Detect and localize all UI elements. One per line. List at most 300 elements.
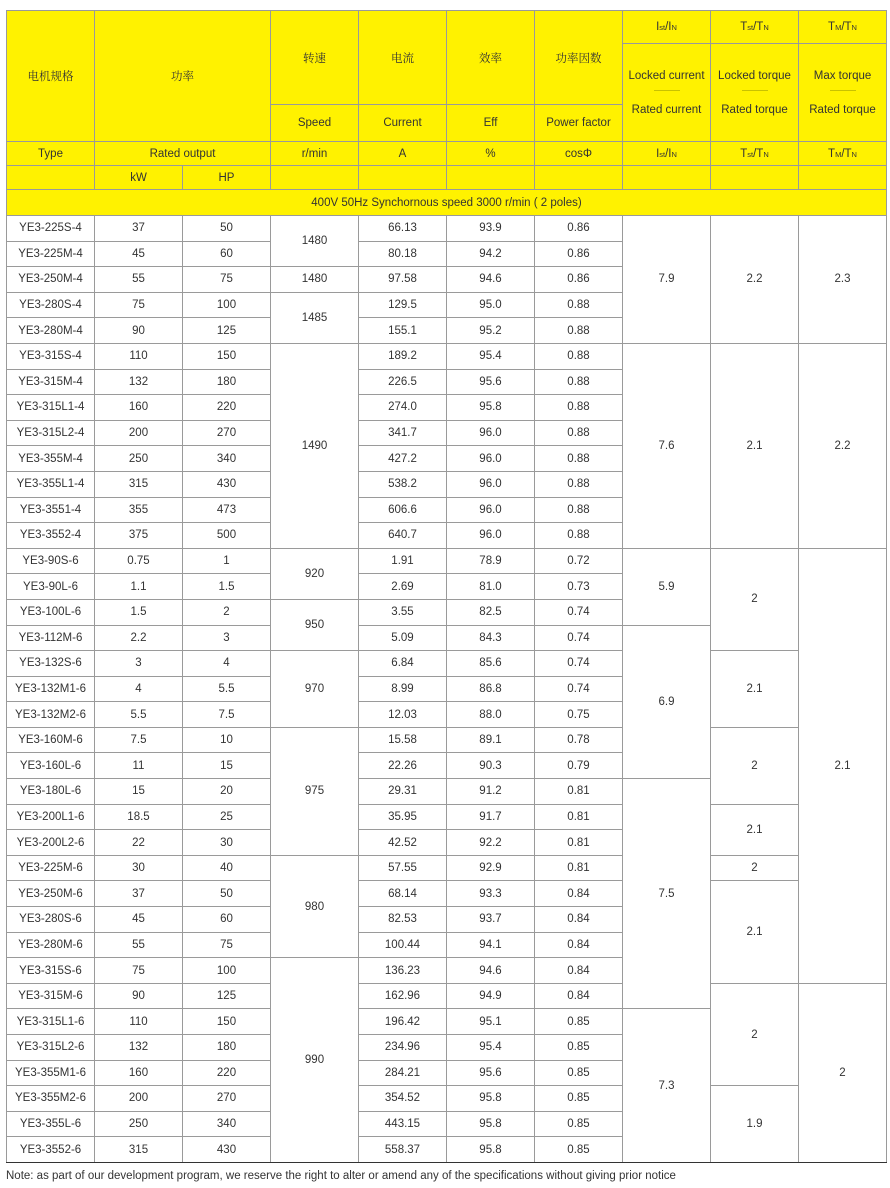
cell-kw: 1.1 <box>95 574 183 600</box>
cell-eff: 96.0 <box>447 420 535 446</box>
cell-tst-tn: 2 <box>711 855 799 881</box>
cell-tst-tn: 1.9 <box>711 1086 799 1163</box>
cell-tm-tn: 2 <box>799 983 887 1162</box>
cell-type: YE3-132S-6 <box>7 651 95 677</box>
cell-current: 29.31 <box>359 779 447 805</box>
blank-cell <box>711 166 799 190</box>
cell-eff: 95.0 <box>447 292 535 318</box>
cell-current: 189.2 <box>359 343 447 369</box>
cell-hp: 40 <box>183 855 271 881</box>
cell-kw: 110 <box>95 343 183 369</box>
cell-type: YE3-355M2-6 <box>7 1086 95 1112</box>
col-pf-cn: 功率因数 <box>535 11 623 105</box>
cell-type: YE3-315M-6 <box>7 983 95 1009</box>
cell-current: 284.21 <box>359 1060 447 1086</box>
cell-current: 100.44 <box>359 932 447 958</box>
cell-type: YE3-100L-6 <box>7 599 95 625</box>
cell-pf: 0.85 <box>535 1137 623 1163</box>
cell-pf: 0.85 <box>535 1009 623 1035</box>
cell-type: YE3-200L1-6 <box>7 804 95 830</box>
cell-current: 443.15 <box>359 1111 447 1137</box>
table-row <box>7 983 887 1009</box>
blank-cell <box>447 166 535 190</box>
blank-cell <box>7 166 95 190</box>
cell-speed: 980 <box>271 855 359 957</box>
cell-hp: 4 <box>183 651 271 677</box>
cell-eff: 96.0 <box>447 446 535 472</box>
cell-ist-in: 7.3 <box>623 1009 711 1163</box>
cell-eff: 96.0 <box>447 523 535 549</box>
cell-hp: 340 <box>183 1111 271 1137</box>
cell-ist-in: 7.5 <box>623 779 711 1009</box>
cell-pf: 0.73 <box>535 574 623 600</box>
cell-pf: 0.79 <box>535 753 623 779</box>
cell-tst-tn: 2.1 <box>711 804 799 855</box>
table-row <box>7 651 887 677</box>
cell-tst-tn: 2.2 <box>711 216 799 344</box>
cell-pf: 0.85 <box>535 1111 623 1137</box>
cell-hp: 270 <box>183 1086 271 1112</box>
cell-eff: 95.8 <box>447 395 535 421</box>
cell-current: 155.1 <box>359 318 447 344</box>
blank-cell <box>271 166 359 190</box>
cell-tst-tn: 2 <box>711 727 799 804</box>
rated-torque-label-2: Rated torque <box>809 103 876 116</box>
cell-speed: 1480 <box>271 216 359 267</box>
blank-cell <box>623 166 711 190</box>
cell-kw: 355 <box>95 497 183 523</box>
cell-type: YE3-315L2-6 <box>7 1035 95 1061</box>
cell-current: 97.58 <box>359 267 447 293</box>
cell-kw: 90 <box>95 318 183 344</box>
cell-pf: 0.88 <box>535 471 623 497</box>
cell-eff: 89.1 <box>447 727 535 753</box>
cell-eff: 95.4 <box>447 343 535 369</box>
cell-kw: 22 <box>95 830 183 856</box>
cell-hp: 340 <box>183 446 271 472</box>
cell-speed: 970 <box>271 651 359 728</box>
cell-pf: 0.88 <box>535 523 623 549</box>
cell-current: 35.95 <box>359 804 447 830</box>
cell-tst-tn: 2.1 <box>711 343 799 548</box>
cell-eff: 94.9 <box>447 983 535 1009</box>
col-tst-tn-ratio: Tst/TN <box>711 11 799 44</box>
cell-kw: 110 <box>95 1009 183 1035</box>
cell-hp: 15 <box>183 753 271 779</box>
cell-eff: 85.6 <box>447 651 535 677</box>
cell-type: YE3-250M-4 <box>7 267 95 293</box>
cell-eff: 88.0 <box>447 702 535 728</box>
cell-speed: 950 <box>271 599 359 650</box>
cell-eff: 95.8 <box>447 1137 535 1163</box>
col-tst-tn-desc <box>711 44 799 142</box>
cell-current: 68.14 <box>359 881 447 907</box>
cell-kw: 132 <box>95 1035 183 1061</box>
cell-type: YE3-355L-6 <box>7 1111 95 1137</box>
cell-kw: 11 <box>95 753 183 779</box>
cell-hp: 180 <box>183 1035 271 1061</box>
cell-hp: 220 <box>183 395 271 421</box>
cell-type: YE3-112M-6 <box>7 625 95 651</box>
cell-type: YE3-280S-4 <box>7 292 95 318</box>
cell-kw: 0.75 <box>95 548 183 574</box>
cell-current: 1.91 <box>359 548 447 574</box>
cell-pf: 0.86 <box>535 241 623 267</box>
cell-kw: 250 <box>95 1111 183 1137</box>
cell-hp: 50 <box>183 216 271 242</box>
cell-pf: 0.74 <box>535 625 623 651</box>
cell-kw: 75 <box>95 958 183 984</box>
col-tm-tn-ratio: TM/TN <box>799 11 887 44</box>
cell-eff: 91.2 <box>447 779 535 805</box>
table-row <box>7 343 887 369</box>
cell-eff: 96.0 <box>447 471 535 497</box>
col-output-cn: 功率 <box>95 11 271 142</box>
table-row <box>7 727 887 753</box>
cell-kw: 200 <box>95 1086 183 1112</box>
cell-pf: 0.88 <box>535 369 623 395</box>
table-row <box>7 855 887 881</box>
cell-current: 196.42 <box>359 1009 447 1035</box>
col-tm-tn-desc <box>799 44 887 142</box>
cell-type: YE3-250M-6 <box>7 881 95 907</box>
cell-pf: 0.84 <box>535 881 623 907</box>
cell-pf: 0.85 <box>535 1035 623 1061</box>
cell-hp: 5.5 <box>183 676 271 702</box>
cell-pf: 0.81 <box>535 779 623 805</box>
spec-table-body <box>7 216 887 1163</box>
cell-kw: 90 <box>95 983 183 1009</box>
cell-current: 640.7 <box>359 523 447 549</box>
cell-speed: 975 <box>271 727 359 855</box>
cell-current: 57.55 <box>359 855 447 881</box>
col-output-en: Rated output <box>95 142 271 166</box>
cell-hp: 7.5 <box>183 702 271 728</box>
cell-current: 427.2 <box>359 446 447 472</box>
cell-kw: 15 <box>95 779 183 805</box>
cell-current: 341.7 <box>359 420 447 446</box>
cell-kw: 7.5 <box>95 727 183 753</box>
col-speed-cn: 转速 <box>271 11 359 105</box>
col-ist-in-desc <box>623 44 711 142</box>
cell-pf: 0.81 <box>535 804 623 830</box>
cell-pf: 0.85 <box>535 1060 623 1086</box>
cell-eff: 95.1 <box>447 1009 535 1035</box>
cell-tst-tn: 2 <box>711 983 799 1085</box>
cell-hp: 220 <box>183 1060 271 1086</box>
cell-pf: 0.86 <box>535 216 623 242</box>
cell-eff: 95.8 <box>447 1086 535 1112</box>
cell-pf: 0.88 <box>535 395 623 421</box>
cell-type: YE3-132M1-6 <box>7 676 95 702</box>
cell-kw: 375 <box>95 523 183 549</box>
cell-hp: 100 <box>183 958 271 984</box>
cell-current: 234.96 <box>359 1035 447 1061</box>
cell-kw: 250 <box>95 446 183 472</box>
col-current-cn: 电流 <box>359 11 447 105</box>
cell-type: YE3-225S-4 <box>7 216 95 242</box>
locked-torque-label: Locked torque <box>718 69 791 82</box>
cell-pf: 0.88 <box>535 420 623 446</box>
cell-pf: 0.84 <box>535 907 623 933</box>
cell-eff: 86.8 <box>447 676 535 702</box>
cell-pf: 0.81 <box>535 855 623 881</box>
cell-hp: 25 <box>183 804 271 830</box>
cell-type: YE3-225M-6 <box>7 855 95 881</box>
rated-torque-label: Rated torque <box>721 103 788 116</box>
cell-pf: 0.78 <box>535 727 623 753</box>
cell-eff: 95.4 <box>447 1035 535 1061</box>
cell-kw: 160 <box>95 1060 183 1086</box>
cell-current: 2.69 <box>359 574 447 600</box>
cell-current: 82.53 <box>359 907 447 933</box>
cell-hp: 2 <box>183 599 271 625</box>
cell-type: YE3-200L2-6 <box>7 830 95 856</box>
blank-cell <box>535 166 623 190</box>
unit-current: A <box>359 142 447 166</box>
cell-type: YE3-315S-6 <box>7 958 95 984</box>
cell-eff: 93.3 <box>447 881 535 907</box>
cell-type: YE3-280M-6 <box>7 932 95 958</box>
cell-eff: 94.6 <box>447 958 535 984</box>
cell-type: YE3-225M-4 <box>7 241 95 267</box>
cell-kw: 37 <box>95 216 183 242</box>
cell-speed: 1490 <box>271 343 359 548</box>
cell-kw: 4 <box>95 676 183 702</box>
cell-kw: 1.5 <box>95 599 183 625</box>
cell-eff: 78.9 <box>447 548 535 574</box>
motor-spec-table <box>6 10 887 1163</box>
cell-pf: 0.88 <box>535 292 623 318</box>
col-current-en: Current <box>359 105 447 142</box>
cell-tst-tn: 2.1 <box>711 651 799 728</box>
cell-kw: 55 <box>95 267 183 293</box>
cell-tm-tn: 2.2 <box>799 343 887 548</box>
col-eff-en: Eff <box>447 105 535 142</box>
cell-kw: 3 <box>95 651 183 677</box>
col-type-en: Type <box>7 142 95 166</box>
cell-kw: 37 <box>95 881 183 907</box>
cell-type: YE3-315L1-6 <box>7 1009 95 1035</box>
cell-current: 8.99 <box>359 676 447 702</box>
cell-type: YE3-315M-4 <box>7 369 95 395</box>
cell-hp: 3 <box>183 625 271 651</box>
cell-kw: 2.2 <box>95 625 183 651</box>
cell-eff: 81.0 <box>447 574 535 600</box>
cell-hp: 1.5 <box>183 574 271 600</box>
cell-current: 606.6 <box>359 497 447 523</box>
cell-hp: 430 <box>183 471 271 497</box>
cell-ist-in: 7.9 <box>623 216 711 344</box>
cell-pf: 0.74 <box>535 599 623 625</box>
cell-hp: 60 <box>183 241 271 267</box>
cell-tm-tn: 2.1 <box>799 548 887 983</box>
cell-kw: 132 <box>95 369 183 395</box>
cell-current: 226.5 <box>359 369 447 395</box>
cell-pf: 0.88 <box>535 343 623 369</box>
cell-eff: 91.7 <box>447 804 535 830</box>
unit-kw: kW <box>95 166 183 190</box>
cell-pf: 0.88 <box>535 497 623 523</box>
cell-type: YE3-90S-6 <box>7 548 95 574</box>
cell-pf: 0.84 <box>535 932 623 958</box>
cell-hp: 150 <box>183 1009 271 1035</box>
cell-hp: 20 <box>183 779 271 805</box>
cell-current: 6.84 <box>359 651 447 677</box>
locked-current-label: Locked current <box>628 69 705 82</box>
cell-hp: 500 <box>183 523 271 549</box>
cell-hp: 270 <box>183 420 271 446</box>
col-speed-en: Speed <box>271 105 359 142</box>
cell-speed: 990 <box>271 958 359 1163</box>
cell-pf: 0.84 <box>535 983 623 1009</box>
cell-eff: 90.3 <box>447 753 535 779</box>
cell-kw: 315 <box>95 471 183 497</box>
blank-cell <box>799 166 887 190</box>
table-row <box>7 804 887 830</box>
cell-hp: 430 <box>183 1137 271 1163</box>
cell-type: YE3-180L-6 <box>7 779 95 805</box>
table-row <box>7 1086 887 1112</box>
cell-type: YE3-315L1-4 <box>7 395 95 421</box>
cell-hp: 10 <box>183 727 271 753</box>
cell-type: YE3-160L-6 <box>7 753 95 779</box>
cell-type: YE3-355M-4 <box>7 446 95 472</box>
cell-eff: 94.6 <box>447 267 535 293</box>
cell-current: 15.58 <box>359 727 447 753</box>
cell-kw: 75 <box>95 292 183 318</box>
cell-current: 136.23 <box>359 958 447 984</box>
cell-hp: 30 <box>183 830 271 856</box>
cell-eff: 95.6 <box>447 369 535 395</box>
cell-current: 12.03 <box>359 702 447 728</box>
cell-current: 558.37 <box>359 1137 447 1163</box>
cell-pf: 0.84 <box>535 958 623 984</box>
col-pf-en: Power factor <box>535 105 623 142</box>
col-type-cn: 电机规格 <box>7 11 95 142</box>
cell-current: 5.09 <box>359 625 447 651</box>
cell-pf: 0.88 <box>535 318 623 344</box>
unit-tm-tn: TM/TN <box>799 142 887 166</box>
cell-hp: 100 <box>183 292 271 318</box>
cell-current: 538.2 <box>359 471 447 497</box>
cell-eff: 84.3 <box>447 625 535 651</box>
cell-ist-in: 7.6 <box>623 343 711 548</box>
cell-type: YE3-280S-6 <box>7 907 95 933</box>
cell-tm-tn: 2.3 <box>799 216 887 344</box>
cell-current: 80.18 <box>359 241 447 267</box>
cell-current: 3.55 <box>359 599 447 625</box>
cell-kw: 30 <box>95 855 183 881</box>
cell-kw: 160 <box>95 395 183 421</box>
cell-tst-tn: 2 <box>711 548 799 650</box>
cell-eff: 82.5 <box>447 599 535 625</box>
col-ist-in-ratio: Ist/IN <box>623 11 711 44</box>
unit-pf: cosΦ <box>535 142 623 166</box>
cell-speed: 1480 <box>271 267 359 293</box>
cell-current: 42.52 <box>359 830 447 856</box>
cell-ist-in: 6.9 <box>623 625 711 779</box>
cell-kw: 200 <box>95 420 183 446</box>
cell-pf: 0.74 <box>535 676 623 702</box>
table-row <box>7 216 887 242</box>
cell-type: YE3-315L2-4 <box>7 420 95 446</box>
cell-type: YE3-132M2-6 <box>7 702 95 728</box>
table-row <box>7 881 887 907</box>
cell-eff: 92.9 <box>447 855 535 881</box>
cell-hp: 50 <box>183 881 271 907</box>
cell-type: YE3-355L1-4 <box>7 471 95 497</box>
cell-current: 354.52 <box>359 1086 447 1112</box>
cell-eff: 93.9 <box>447 216 535 242</box>
rated-current-label: Rated current <box>631 103 702 116</box>
cell-hp: 180 <box>183 369 271 395</box>
unit-speed: r/min <box>271 142 359 166</box>
cell-speed: 1485 <box>271 292 359 343</box>
cell-hp: 1 <box>183 548 271 574</box>
cell-pf: 0.81 <box>535 830 623 856</box>
cell-ist-in: 5.9 <box>623 548 711 625</box>
cell-hp: 75 <box>183 932 271 958</box>
cell-pf: 0.86 <box>535 267 623 293</box>
cell-type: YE3-280M-4 <box>7 318 95 344</box>
unit-hp: HP <box>183 166 271 190</box>
cell-eff: 94.1 <box>447 932 535 958</box>
footer-note: Note: as part of our development program, we reserve the right to alter or amend any of the specifications without giving prior notice <box>6 1170 676 1182</box>
cell-hp: 75 <box>183 267 271 293</box>
cell-kw: 45 <box>95 241 183 267</box>
cell-hp: 60 <box>183 907 271 933</box>
cell-current: 129.5 <box>359 292 447 318</box>
cell-pf: 0.72 <box>535 548 623 574</box>
col-eff-cn: 效率 <box>447 11 535 105</box>
cell-hp: 125 <box>183 983 271 1009</box>
unit-eff: % <box>447 142 535 166</box>
cell-hp: 473 <box>183 497 271 523</box>
max-torque-label: Max torque <box>813 69 872 82</box>
cell-type: YE3-3552-6 <box>7 1137 95 1163</box>
cell-hp: 150 <box>183 343 271 369</box>
blank-cell <box>359 166 447 190</box>
cell-pf: 0.85 <box>535 1086 623 1112</box>
unit-tst-tn: Tst/TN <box>711 142 799 166</box>
cell-type: YE3-160M-6 <box>7 727 95 753</box>
cell-current: 22.26 <box>359 753 447 779</box>
cell-tst-tn: 2.1 <box>711 881 799 983</box>
cell-current: 274.0 <box>359 395 447 421</box>
unit-ist-in: Ist/IN <box>623 142 711 166</box>
voltage-band: 400V 50Hz Synchornous speed 3000 r/min ( 2 poles) <box>7 190 887 216</box>
cell-kw: 18.5 <box>95 804 183 830</box>
cell-kw: 45 <box>95 907 183 933</box>
cell-kw: 55 <box>95 932 183 958</box>
cell-pf: 0.75 <box>535 702 623 728</box>
cell-eff: 93.7 <box>447 907 535 933</box>
cell-eff: 95.2 <box>447 318 535 344</box>
cell-type: YE3-3551-4 <box>7 497 95 523</box>
cell-pf: 0.74 <box>535 651 623 677</box>
cell-kw: 315 <box>95 1137 183 1163</box>
cell-type: YE3-355M1-6 <box>7 1060 95 1086</box>
cell-current: 66.13 <box>359 216 447 242</box>
cell-kw: 5.5 <box>95 702 183 728</box>
cell-eff: 96.0 <box>447 497 535 523</box>
cell-pf: 0.88 <box>535 446 623 472</box>
cell-eff: 95.8 <box>447 1111 535 1137</box>
cell-type: YE3-315S-4 <box>7 343 95 369</box>
cell-current: 162.96 <box>359 983 447 1009</box>
cell-type: YE3-90L-6 <box>7 574 95 600</box>
